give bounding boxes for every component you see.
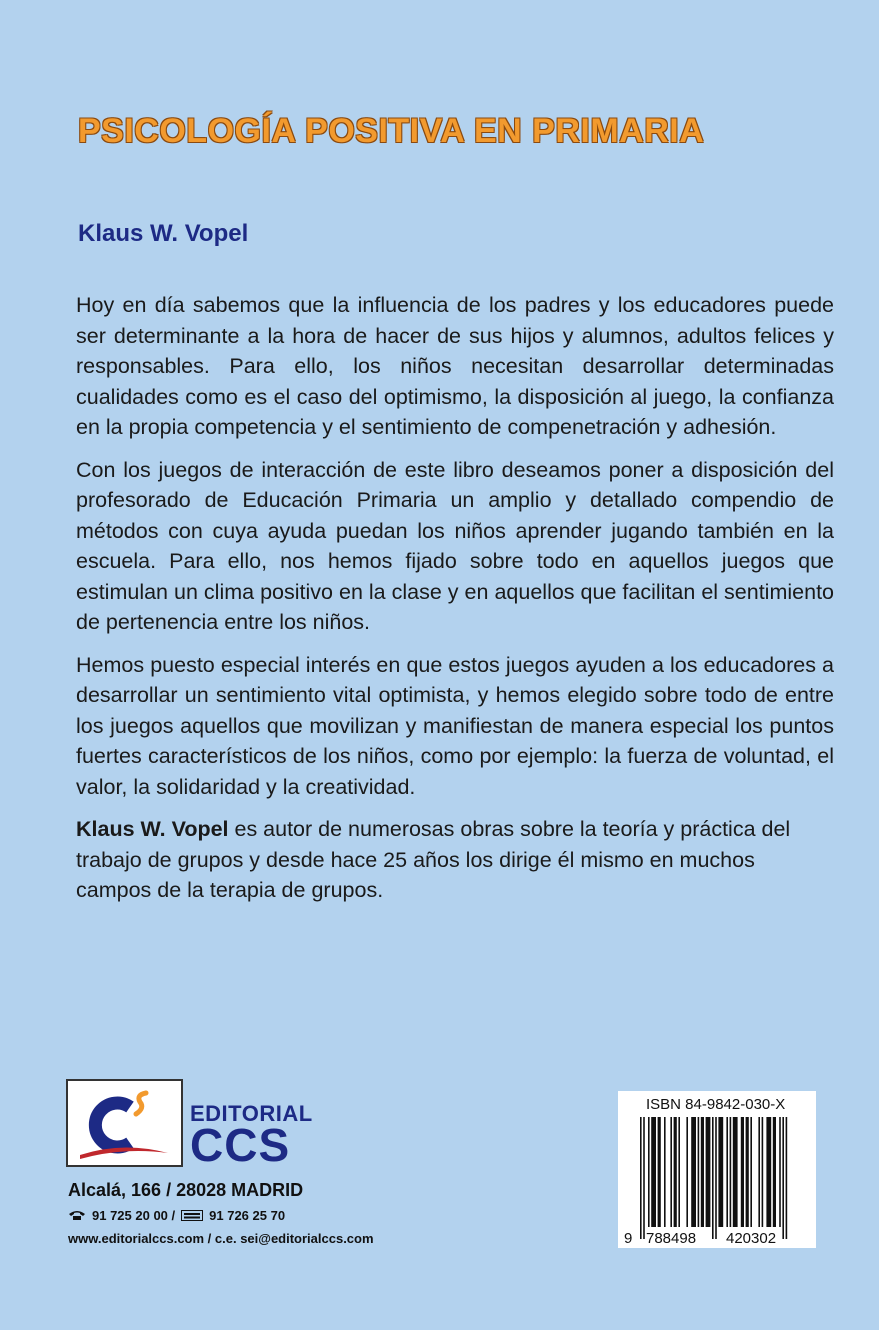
barcode-bar: [750, 1117, 752, 1227]
barcode-icon: [618, 1091, 816, 1248]
ccs-logo-icon: [68, 1081, 181, 1165]
barcode-bar: [741, 1117, 744, 1227]
publisher-logo: [66, 1079, 183, 1167]
barcode-bar: [686, 1117, 688, 1227]
synopsis: [76, 290, 834, 918]
barcode-bar: [733, 1117, 738, 1227]
synopsis-paragraph: Hemos puesto especial interés en que estos juegos ayuden a los educadores a desarrollar un sentimiento vital optimista, y hemos elegido sobre todo de entre los juegos aquellos que movilizan y manifiestan de manera especial los puntos fuertes característicos de los niños, como por ejemplo: la fuerza de voluntad, el valor, la solidaridad y la creatividad.: [76, 652, 834, 799]
barcode-bar: [766, 1117, 771, 1227]
barcode-panel: [618, 1091, 816, 1248]
barcode-bar: [758, 1117, 760, 1227]
barcode-bar: [718, 1117, 723, 1227]
barcode-bar: [773, 1117, 776, 1227]
barcode-bar: [726, 1117, 728, 1227]
barcode-bar: [786, 1117, 788, 1239]
fax-icon: [181, 1210, 203, 1221]
barcode-bar: [712, 1117, 714, 1239]
barcode-bar: [643, 1117, 645, 1239]
barcode-bar: [651, 1117, 656, 1227]
barcode-bar: [715, 1117, 717, 1239]
fax-number: 91 726 25 70: [209, 1208, 286, 1223]
author-name: Klaus W. Vopel: [78, 220, 249, 247]
synopsis-paragraph: Con los juegos de interacción de este libro deseamos poner a disposición del profesorado de Educación Primaria un amplio y detallado compendio de métodos con cuya ayuda puedan los niños aprender jugando también en la escuela. Para ello, nos hemos fijado sobre todo en aquellos juegos que estimulan un clima positivo en la clase y en aquellos que facilitan el sentimiento de pertenencia entre los niños.: [76, 457, 834, 634]
synopsis-paragraph: Hoy en día sabemos que la influencia de los padres y los educadores puede ser determinante a la hora de hacer de sus hijos y alumnos, adultos felices y responsables. Para ello, los niños necesitan desarrollar determinadas cualidades como es el caso del optimismo, la disposición al juego, la confianza en la propia competencia y el sentimiento de compenetración y adhesión.: [76, 293, 834, 439]
barcode-bar: [698, 1117, 700, 1227]
barcode-digits: 788498: [646, 1230, 697, 1247]
author-bio-text: es autor de numerosas obras sobre la teoría y práctica del trabajo de grupos y desde hace 25 años los dirige él mismo en muchos campos de la terapia de grupos.: [76, 817, 791, 902]
publisher-phones: [68, 1208, 285, 1223]
barcode-bar: [762, 1117, 764, 1227]
phone-number: 91 725 20 00 /: [92, 1208, 176, 1223]
barcode-digits: 9: [624, 1230, 633, 1247]
isbn-label: ISBN 84-9842-030-X: [646, 1096, 786, 1113]
publisher-name-line2: CCS: [190, 1119, 291, 1171]
barcode-bar: [782, 1117, 784, 1239]
barcode-bar: [678, 1117, 680, 1227]
author-bio: [76, 814, 834, 906]
publisher-name-line1: EDITORIAL: [190, 1101, 313, 1126]
barcode-bar: [701, 1117, 704, 1227]
publisher-address: Alcalá, 166 / 28028 MADRID: [68, 1180, 304, 1200]
barcode-bar: [670, 1117, 672, 1227]
barcode-bar: [779, 1117, 781, 1227]
barcode-bar: [648, 1117, 650, 1227]
barcode-bar: [746, 1117, 749, 1227]
barcode-bar: [706, 1117, 711, 1227]
barcode-digits: 420302: [726, 1230, 777, 1247]
barcode-bar: [730, 1117, 732, 1227]
publisher-web: www.editorialccs.com / c.e. sei@editorialccs.com: [68, 1231, 374, 1246]
barcode-bar: [691, 1117, 696, 1227]
author-bio-name: Klaus W. Vopel: [76, 817, 229, 841]
barcode-bar: [640, 1117, 642, 1239]
barcode-bar: [658, 1117, 661, 1227]
barcode-bar: [674, 1117, 677, 1227]
phone-icon: [68, 1210, 86, 1221]
barcode-bar: [664, 1117, 666, 1227]
book-title: PSICOLOGÍA POSITIVA EN PRIMARIA: [78, 112, 705, 150]
